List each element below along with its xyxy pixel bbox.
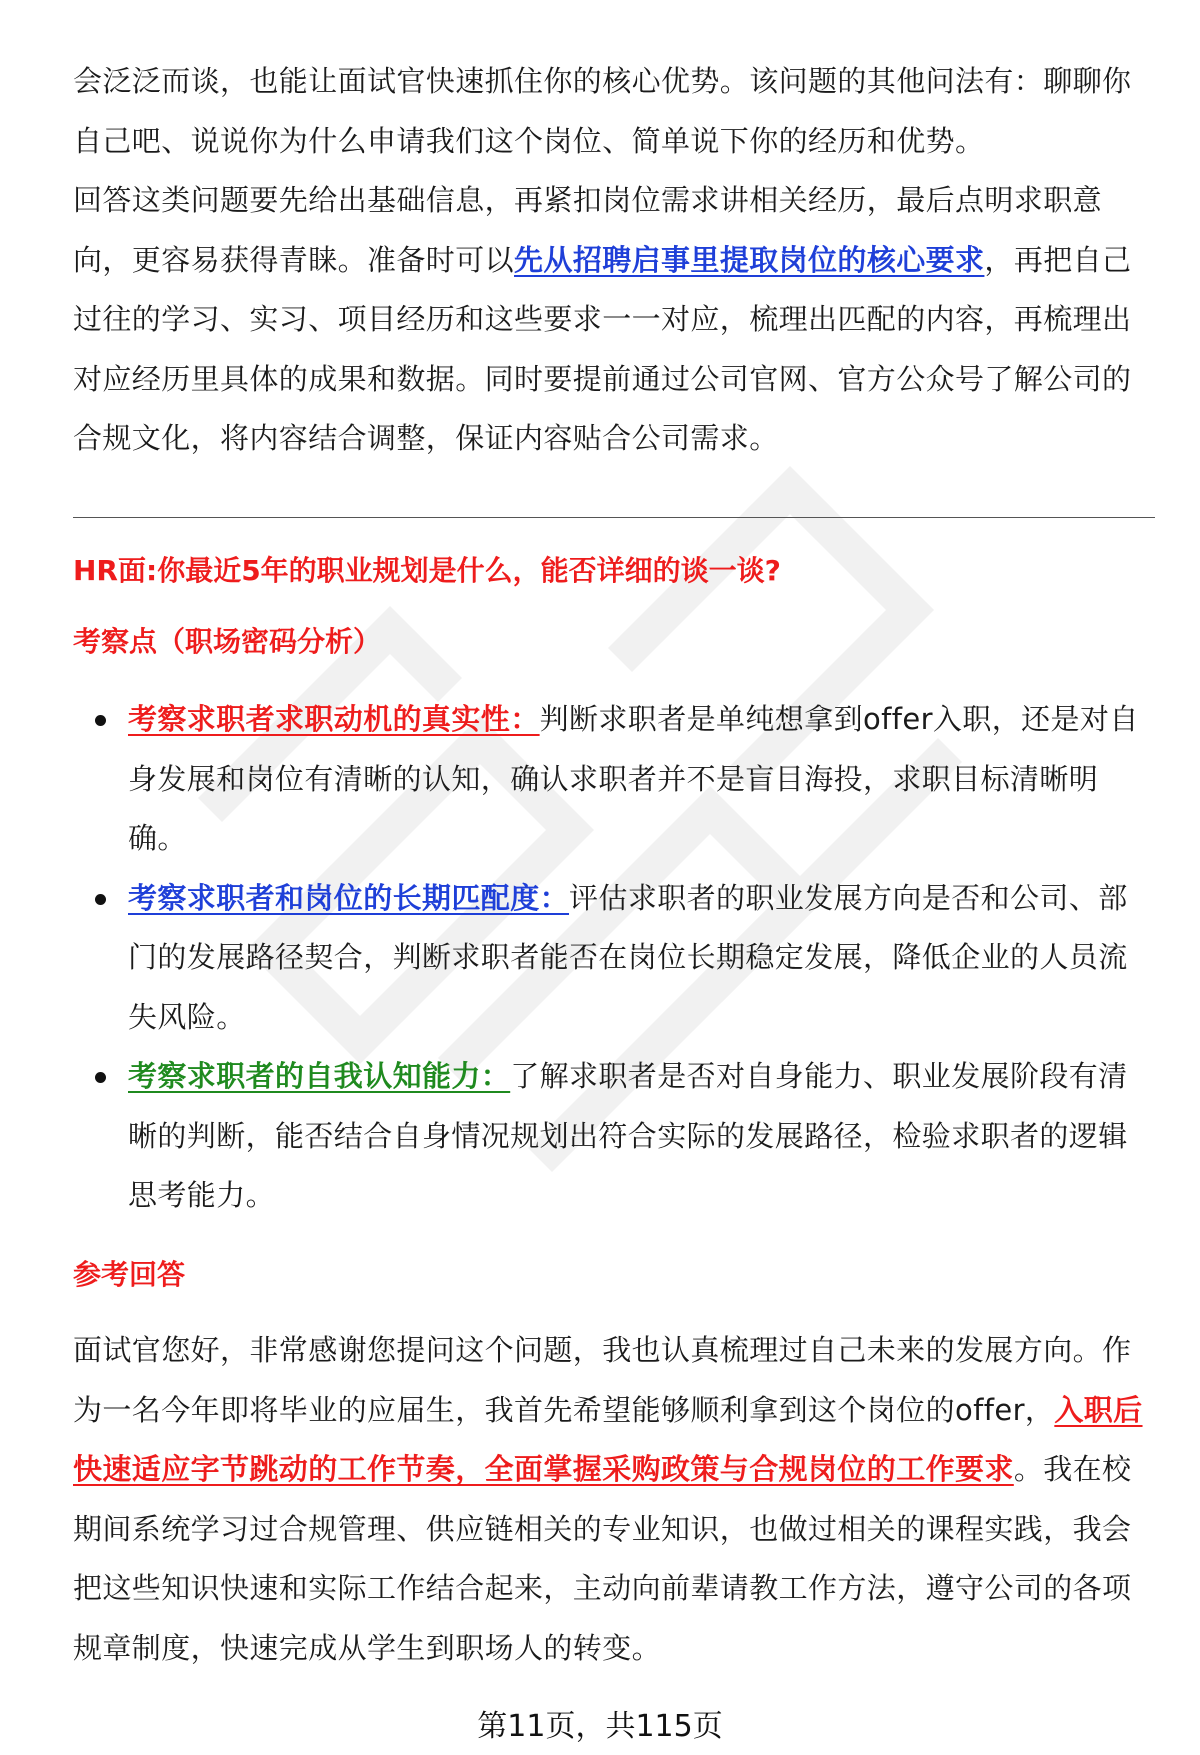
assessment-heading: 考察点（职场密码分析） (73, 625, 382, 658)
bullet-icon (95, 894, 106, 905)
preparation-paragraph (73, 171, 1155, 469)
question-title: HR面:你最近5年的职业规划是什么，能否详细的谈一谈? (73, 554, 781, 587)
reference-answer-heading: 参考回答 (73, 1258, 186, 1291)
reference-text-start: 面试官您好，非常感谢您提问这个问题，我也认真梳理过自己未来的发展方向。作为一名今年即将毕业的应届生，我首先希望能够顺利拿到这个岗位的offer， (73, 1333, 1132, 1427)
assessment-points-list (73, 690, 1155, 1226)
point-label: 考察求职者的自我认知能力： (128, 1059, 511, 1093)
point-text: 评估求职者的职业发展方向是否和公司、部门的发展路径契合，判断求职者能否在岗位长期稳定发展，降低企业的人员流失风险。 (128, 880, 1128, 1034)
point-label: 考察求职者求职动机的真实性： (128, 702, 540, 736)
section-divider (73, 517, 1155, 518)
intro-paragraph: 会泛泛而谈，也能让面试官快速抓住你的核心优势。该问题的其他问法有：聊聊你自己吧、说说你为什么申请我们这个岗位、简单说下你的经历和优势。 (73, 64, 1132, 158)
point-label: 考察求职者和岗位的长期匹配度： (128, 880, 570, 915)
reference-highlight: 入职后快速适应字节跳动的工作节奏，全面掌握采购政策与合规岗位的工作要求 (73, 1392, 1143, 1486)
point-text: 了解求职者是否对自身能力、职业发展阶段有清晰的判断，能否结合自身情况规划出符合实际的发展路径，检验求职者的逻辑思考能力。 (128, 1059, 1128, 1212)
point-text: 判断求职者是单纯想拿到offer入职，还是对自身发展和岗位有清晰的认知，确认求职者并不是盲目海投，求职目标清晰明确。 (128, 702, 1139, 855)
reference-text-end: 。我在校期间系统学习过合规管理、供应链相关的专业知识，也做过相关的课程实践，我会把这些知识快速和实际工作结合起来，主动向前辈请教工作方法，遵守公司的各项规章制度，快速完成从学生到职场人的转变。 (73, 1452, 1132, 1665)
preparation-text-end: ，再把自己过往的学习、实习、项目经历和这些要求一一对应，梳理出匹配的内容，再梳理出对应经历里具体的成果和数据。同时要提前通过公司官网、官方公众号了解公司的合规文化，将内容结合调整，保证内容贴合公司需求。 (73, 242, 1132, 455)
list-item (73, 1047, 1155, 1226)
preparation-text-start: 回答这类问题要先给出基础信息，再紧扣岗位需求讲相关经历，最后点明求职意向，更容易获得青睐。准备时可以 (73, 183, 1103, 277)
list-item (73, 690, 1155, 869)
reference-answer-paragraph (73, 1321, 1155, 1678)
page-number: 第11页，共115页 (477, 1709, 723, 1744)
bullet-icon (95, 1072, 106, 1083)
preparation-highlight: 先从招聘启事里提取岗位的核心要求 (514, 242, 985, 277)
bullet-icon (95, 715, 106, 726)
list-item (73, 869, 1155, 1048)
